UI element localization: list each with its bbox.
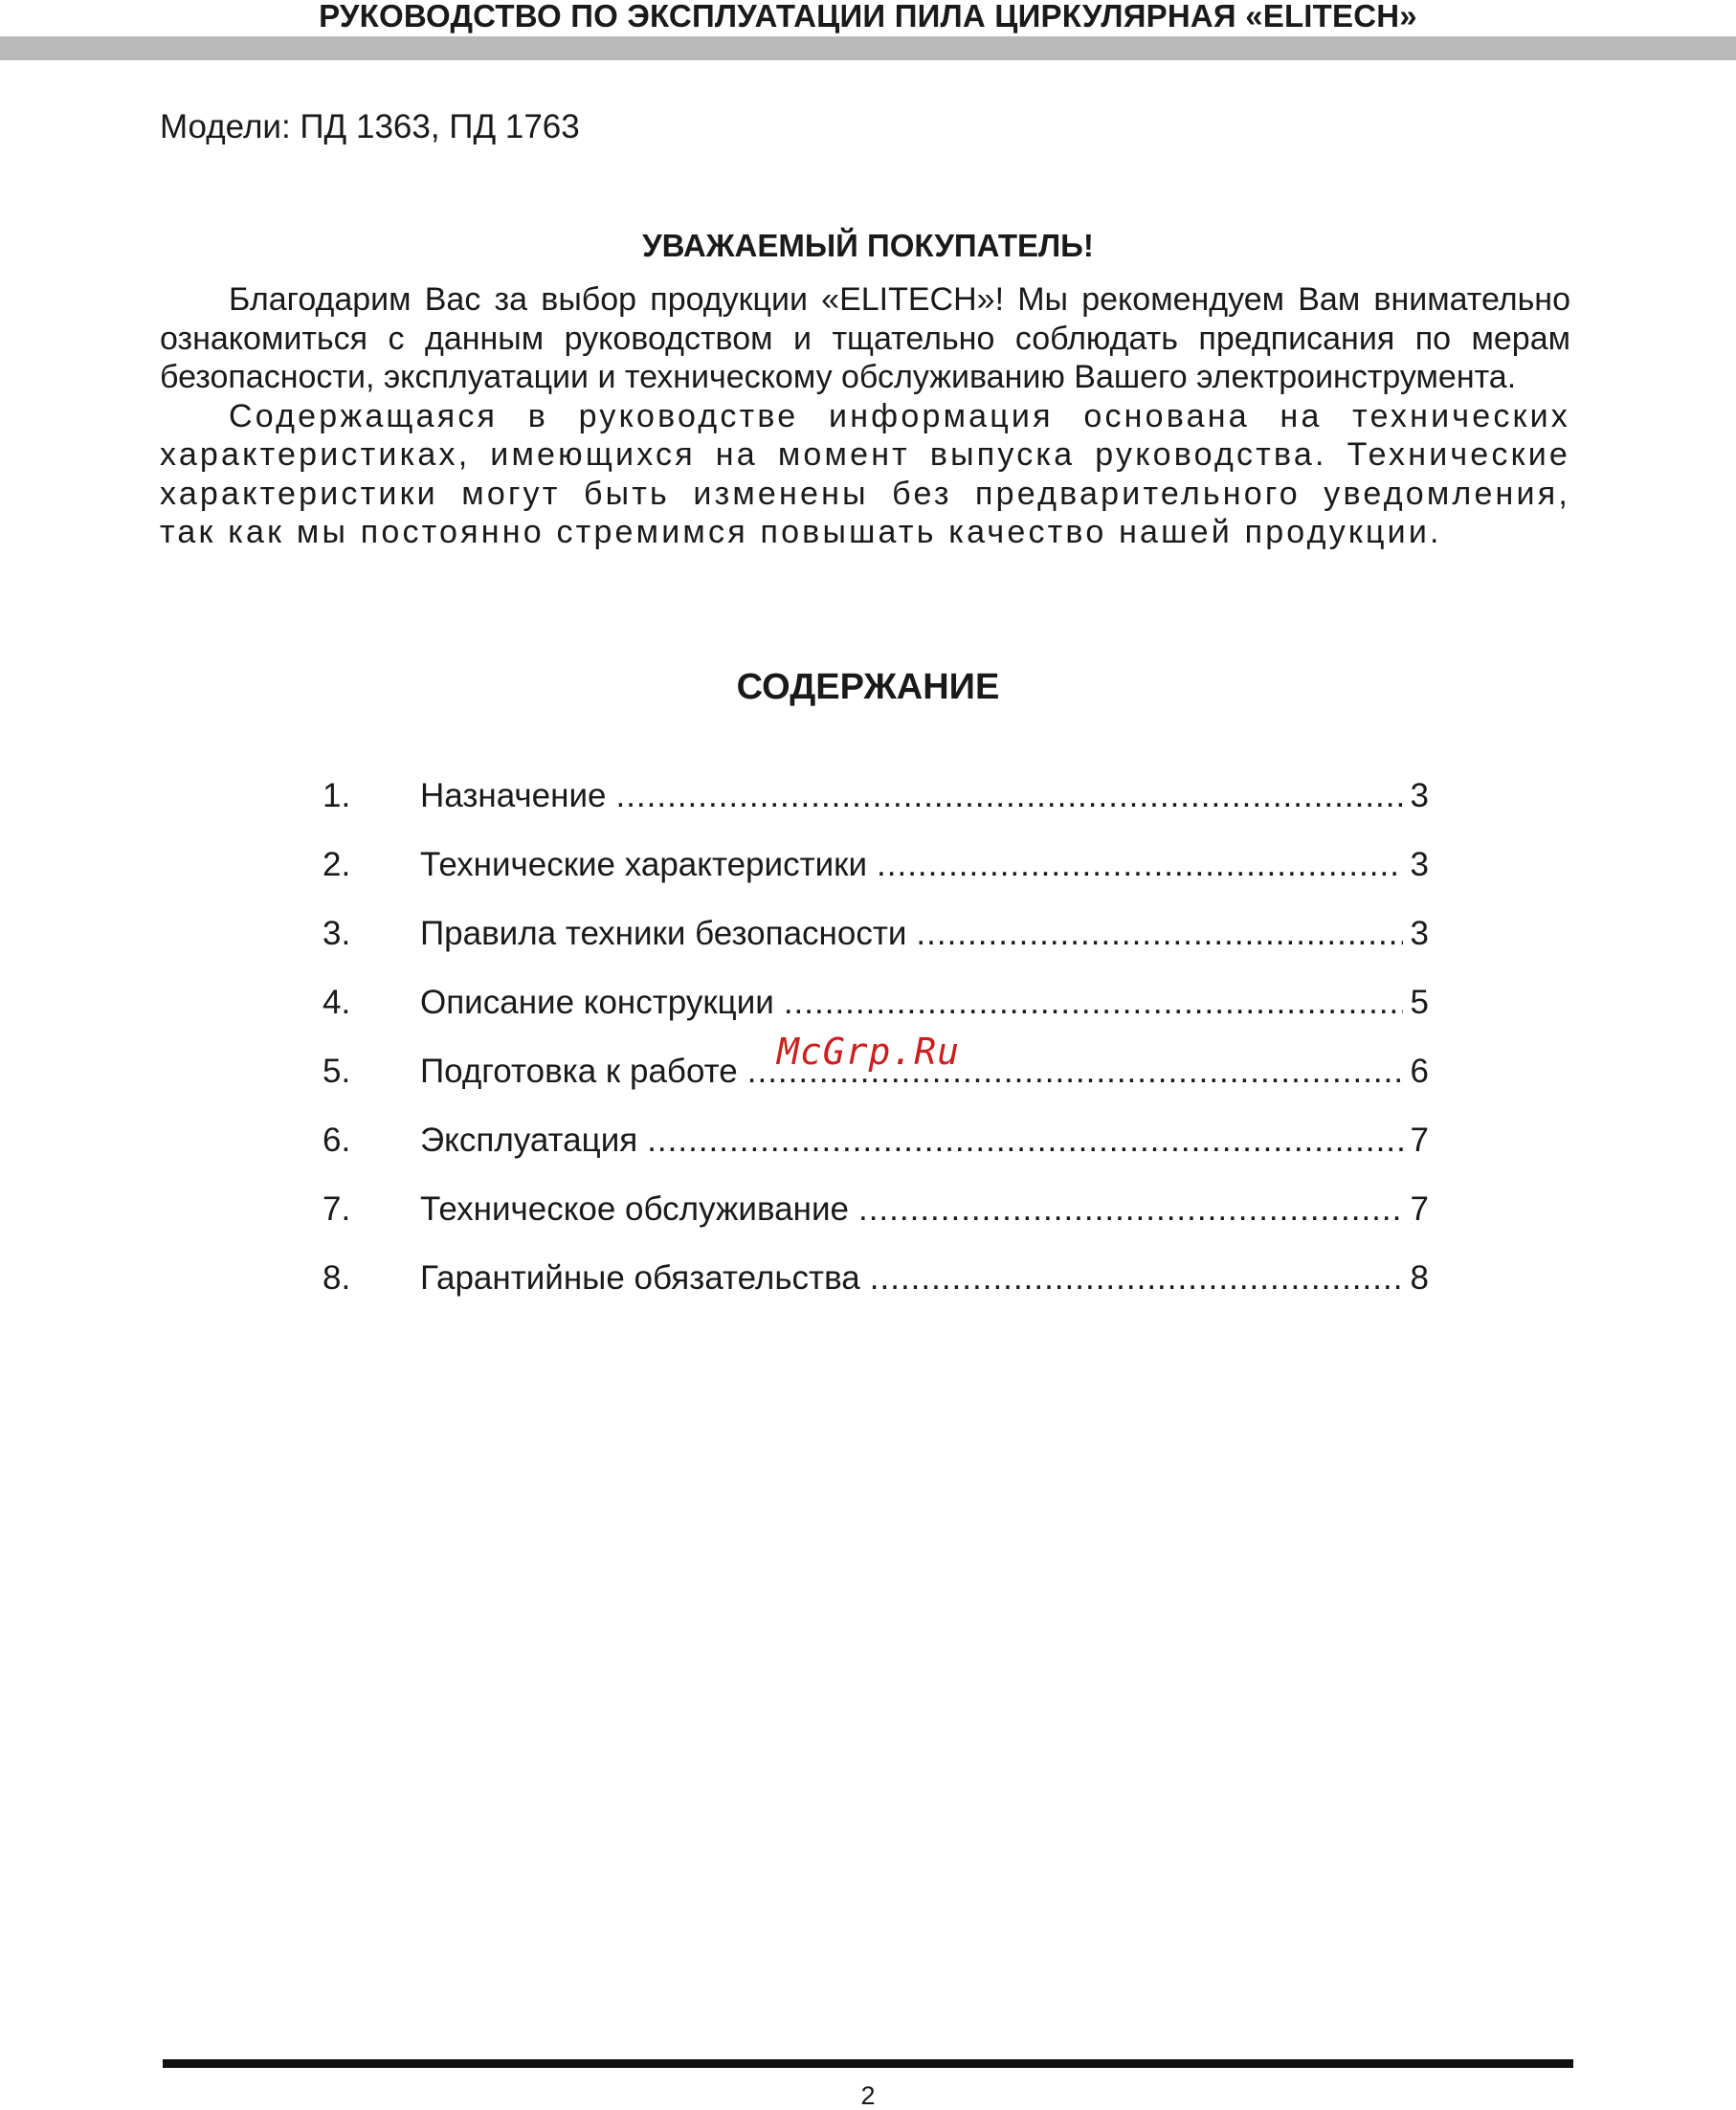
toc-item-label: Гарантийные обязательства [420,1259,860,1297]
greeting-title: УВАЖАЕМЫЙ ПОКУПАТЕЛЬ! [642,228,1094,263]
toc-leader-dots [877,844,1403,886]
toc-leader-dots [870,1257,1403,1299]
toc-item-page: 3 [1410,846,1429,883]
toc-item-number: 1. [323,777,351,814]
page-header-title: РУКОВОДСТВО ПО ЭКСПЛУАТАЦИИ ПИЛА ЦИРКУЛЯРНАЯ «ELITECH» [319,0,1417,33]
toc-item-number: 7. [323,1190,351,1228]
toc-item-label: Технические характеристики [420,846,868,883]
toc-item-label: Назначение [420,777,607,814]
toc-item-number: 5. [323,1053,351,1090]
toc-item-number: 2. [323,846,351,883]
toc-leader-dots [916,913,1402,955]
toc-item[interactable] [323,1257,1429,1326]
toc-leader-dots [784,982,1403,1024]
header-divider [0,36,1736,60]
toc-item-label: Эксплуатация [420,1122,638,1159]
intro-text [160,280,1570,552]
toc-leader-dots [615,775,1402,817]
toc-item[interactable] [323,775,1429,844]
intro-paragraph: Содержащаяся в руководстве информация основана на технических характеристиках, имеющихся на момент выпуска руководства. Технические характеристики могут быть изменены без предварительного уведомления, так как мы постоянно стремимся повышать качество нашей продукции. [160,397,1570,550]
watermark: McGrp.Ru [777,1031,961,1073]
toc-item-page: 7 [1410,1190,1429,1228]
toc-leader-dots [858,1188,1403,1231]
toc-item[interactable] [323,1120,1429,1188]
toc-item-page: 7 [1410,1122,1429,1159]
toc-item-page: 3 [1410,777,1429,814]
toc-item-page: 5 [1410,984,1429,1021]
toc-item-label: Описание конструкции [420,984,774,1021]
toc-item[interactable] [323,844,1429,913]
toc-item-number: 3. [323,915,351,952]
toc-item-number: 8. [323,1259,351,1297]
toc-item-page: 6 [1410,1053,1429,1090]
toc-item-label: Правила техники безопасности [420,915,907,952]
toc-item-label: Подготовка к работе [420,1053,738,1090]
page-number: 2 [860,2081,876,2110]
toc-leader-dots [647,1120,1402,1162]
toc-item[interactable] [323,913,1429,982]
toc-item-page: 3 [1410,915,1429,952]
toc-item-number: 4. [323,984,351,1021]
toc-item-number: 6. [323,1122,351,1159]
toc-item[interactable] [323,1188,1429,1257]
toc-item-label: Техническое обслуживание [420,1190,849,1228]
intro-paragraph: Благодарим Вас за выбор продукции «ELITECH»! Мы рекомендуем Вам внимательно ознакомиться с данным руководством и тщательно соблюдать предписания по мерам безопасности, эксплуатации и техническому обслуживанию Вашего электроинструмента. [160,281,1570,395]
footer-divider [163,2059,1573,2068]
models-line: Модели: ПД 1363, ПД 1763 [160,108,580,145]
toc-item-page: 8 [1410,1259,1429,1297]
toc-title: СОДЕРЖАНИЕ [736,667,1000,707]
